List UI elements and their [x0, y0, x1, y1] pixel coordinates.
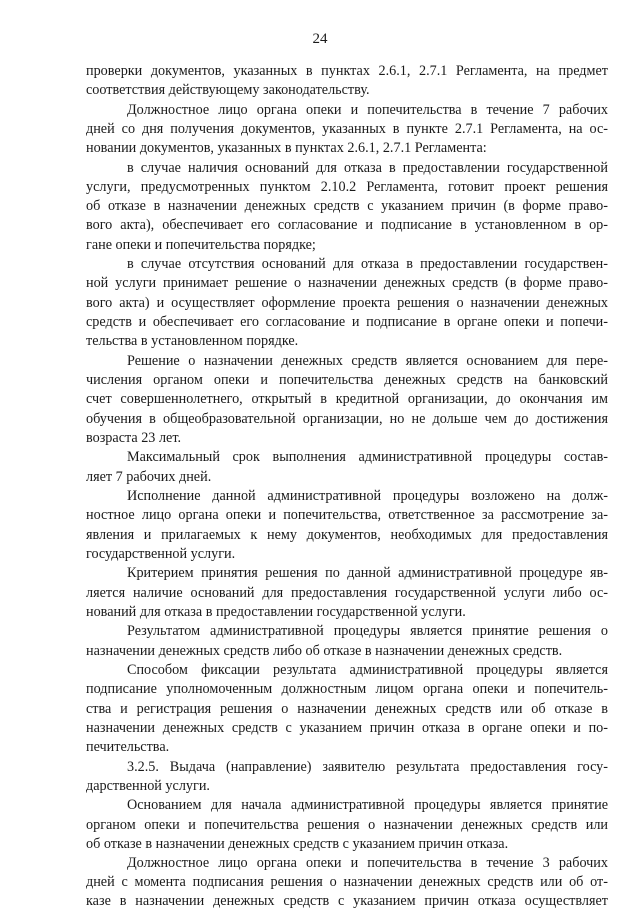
text-line-42: Должностное лицо органа опеки и попечительства в течение 3 рабочих [127, 855, 608, 871]
text-line-25: явления и прилагаемых к нему документов, необходимых для предоставления [86, 527, 608, 543]
text-line-34: ства и регистрация решения о назначении денежных средств или об отказе в [86, 701, 608, 717]
text-line-21: Максимальный срок выполнения административной процедуры состав- [127, 449, 608, 465]
text-line-7: услуги, предусмотренных пунктом 2.10.2 Регламента, готовит проект решения [86, 179, 608, 195]
text-line-1: проверки документов, указанных в пунктах 2.6.1, 2.7.1 Регламента, на предмет [86, 63, 608, 79]
text-line-17: числения органом опеки и попечительства денежных средств на банковский [86, 372, 608, 388]
text-line-23: Исполнение данной административной процедуры возложено на долж- [127, 488, 608, 504]
text-line-16: Решение о назначении денежных средств является основанием для пере- [127, 353, 608, 369]
text-line-35: назначении денежных средств с указанием причин отказа в органе опеки и по- [86, 720, 608, 736]
text-line-33: подписание уполномоченным должностным лицом органа опеки и попечитель- [86, 681, 608, 697]
text-line-15: тельства в установленном порядке. [86, 333, 299, 349]
text-line-10: гане опеки и попечительства порядке; [86, 237, 316, 253]
text-line-30: Результатом административной процедуры является принятие решения о [127, 623, 608, 639]
text-line-43: дней с момента подписания решения о назначении денежных средств или об от- [86, 874, 608, 890]
text-line-41: об отказе в назначении денежных средств с указанием причин отказа. [86, 836, 509, 852]
text-line-31: назначении денежных средств либо об отказе в назначении денежных средств. [86, 643, 563, 659]
page-number: 24 [312, 31, 328, 47]
text-line-11: в случае отсутствия оснований для отказа в предоставлении государствен- [127, 256, 608, 272]
text-line-18: счет совершеннолетнего, открытый в кредитной организации, до окончания им [86, 391, 608, 407]
text-line-36: печительства. [86, 739, 170, 755]
text-line-40: органом опеки и попечительства решения о назначении денежных средств или [86, 817, 608, 833]
text-line-14: средств и обеспечивает его согласование и подписание в органе опеки и попечи- [86, 314, 608, 330]
text-line-12: ной услуги принимает решение о назначении денежных средств (в форме право- [86, 275, 608, 291]
text-line-8: об отказе в назначении денежных средств с указанием причин (в форме право- [86, 198, 608, 214]
text-line-37: 3.2.5. Выдача (направление) заявителю результата предоставления госу- [127, 759, 608, 775]
text-line-26: государственной услуги. [86, 546, 236, 562]
text-line-39: Основанием для начала административной процедуры является принятие [127, 797, 608, 813]
text-line-29: нований для отказа в предоставлении государственной услуги. [86, 604, 466, 620]
text-line-6: в случае наличия оснований для отказа в предоставлении государственной [127, 160, 608, 176]
text-line-2: соответствия действующему законодательству. [86, 82, 370, 98]
text-line-5: новании документов, указанных в пунктах 2.6.1, 2.7.1 Регламента: [86, 140, 487, 156]
text-line-4: дней со дня получения документов, указанных в пункте 2.7.1 Регламента, на ос- [86, 121, 608, 137]
text-line-32: Способом фиксации результата административной процедуры является [127, 662, 608, 678]
text-line-22: ляет 7 рабочих дней. [86, 469, 212, 485]
text-line-24: ностное лицо органа опеки и попечительства, ответственное за рассмотрение за- [86, 507, 608, 523]
text-line-38: дарственной услуги. [86, 778, 210, 794]
text-line-27: Критерием принятия решения по данной административной процедуре яв- [127, 565, 608, 581]
text-line-44: казе в назначении денежных средств с указанием причин отказа осуществляет [86, 893, 608, 909]
text-line-20: возраста 23 лет. [86, 430, 181, 446]
text-line-13: вого акта) и осуществляет оформление проекта решения о назначении денежных [86, 295, 608, 311]
text-line-9: вого акта), обеспечивает его согласование и подписание в установленном в ор- [86, 217, 608, 233]
text-line-28: ляется наличие оснований для предоставления государственной услуги либо ос- [86, 585, 608, 601]
text-line-19: обучения в общеобразовательной организации, но не дольше чем до достижения [86, 411, 608, 427]
text-line-3: Должностное лицо органа опеки и попечительства в течение 7 рабочих [127, 102, 608, 118]
